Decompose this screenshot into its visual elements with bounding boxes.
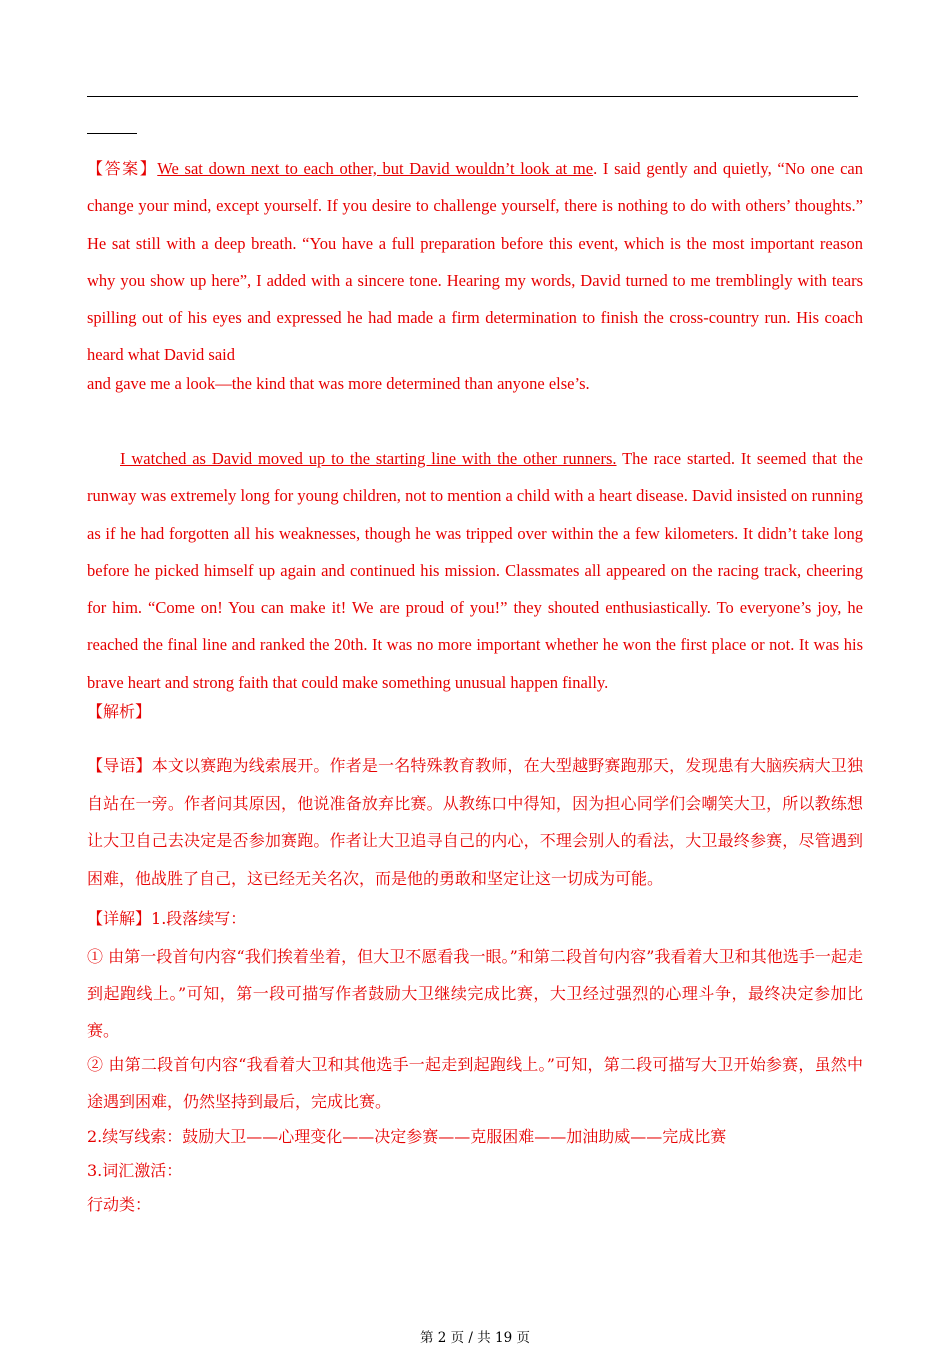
answer-body: . I said gently and quietly, “No one can change your mind, except yourself. If you desire to challenge yourself, there is nothing to do with others’ thoughts.” He sat still with a deep breath. “You have a full preparation before this event, which is the most important reason why you show up here”, I added with a sincere tone. Hearing my words, David turned to me tremblingly with tears spilling out of his eyes and expressed he had made a firm determination to finish the cross-country run. His coach heard what David said [87, 159, 863, 365]
answer-blank-line-short [87, 133, 137, 134]
answer-paragraph-1 [87, 150, 863, 374]
analysis-label: 【解析】 [87, 702, 152, 721]
vocab-title: 3.词汇激活： [87, 1161, 183, 1180]
answer-paragraph-1-last-line: and gave me a look—the kind that was more determined than anyone else’s. [87, 374, 590, 393]
para2-opening-sentence: I watched as David moved up to the starting line with the other runners. [120, 449, 617, 468]
detail-title: 1.段落续写： [151, 909, 247, 928]
para2-body: The race started. It seemed that the runway was extremely long for young children, not to mention a child with a heart disease. David insisted on running as if he had forgotten all his weaknesses, though he was tripped over within the a few kilometers. It didn’t take long before he picked himself up again and continued his mission. Classmates all appeared on the racing track, cheering for him. “Come on! You can make it! We are proud of you!” they shouted enthusiastically. To everyone’s joy, he reached the final line and ranked the 20th. It was no more important whether he won the first place or not. It was his brave heart and strong faith that could make something unusual happen finally. [87, 449, 863, 692]
detail-point-2: ② 由第二段首句内容“我看着大卫和其他选手一起走到起跑线上。”可知，第二段可描写大卫开始参赛，虽然中途遇到困难，仍然坚持到最后，完成比赛。 [87, 1055, 863, 1111]
guide-paragraph [87, 747, 863, 897]
detail-section [87, 905, 863, 1222]
answer-blank-line [87, 96, 858, 97]
action-label: 行动类： [87, 1195, 152, 1214]
answer-opening-sentence: We sat down next to each other, but David wouldn’t look at me [157, 159, 594, 178]
detail-heading [87, 905, 863, 932]
guide-tag: 【导语】 [87, 756, 152, 775]
detail-point-1: ① 由第一段首句内容“我们挨着坐着，但大卫不愿看我一眼。”和第二段首句内容”我看着大卫和其他选手一起走到起跑线上。”可知，第一段可描写作者鼓励大卫继续完成比赛，大卫经过强烈的心理斗争，最终决定参加比赛。 [87, 947, 863, 1040]
answer-tag: 【答案】 [87, 159, 158, 178]
continuation-clues: 2.续写线索：鼓励大卫——心理变化——决定参赛——克服困难——加油助威——完成比赛 [87, 1127, 727, 1146]
page-number: 第 2 页 / 共 19 页 [419, 1330, 531, 1346]
answer-paragraph-2 [87, 440, 863, 701]
guide-text: 本文以赛跑为线索展开。作者是一名特殊教育教师，在大型越野赛跑那天，发现患有大脑疾病大卫独自站在一旁。作者问其原因，他说准备放弃比赛。从教练口中得知，因为担心同学们会嘲笑大卫，所以教练想让大卫自己去决定是否参加赛跑。作者让大卫追寻自己的内心，不理会别人的看法，大卫最终参赛，尽管遇到困难，他战胜了自己，这已经无关名次，而是他的勇敢和坚定让这一切成为可能。 [87, 756, 863, 888]
detail-tag: 【详解】 [87, 909, 152, 928]
